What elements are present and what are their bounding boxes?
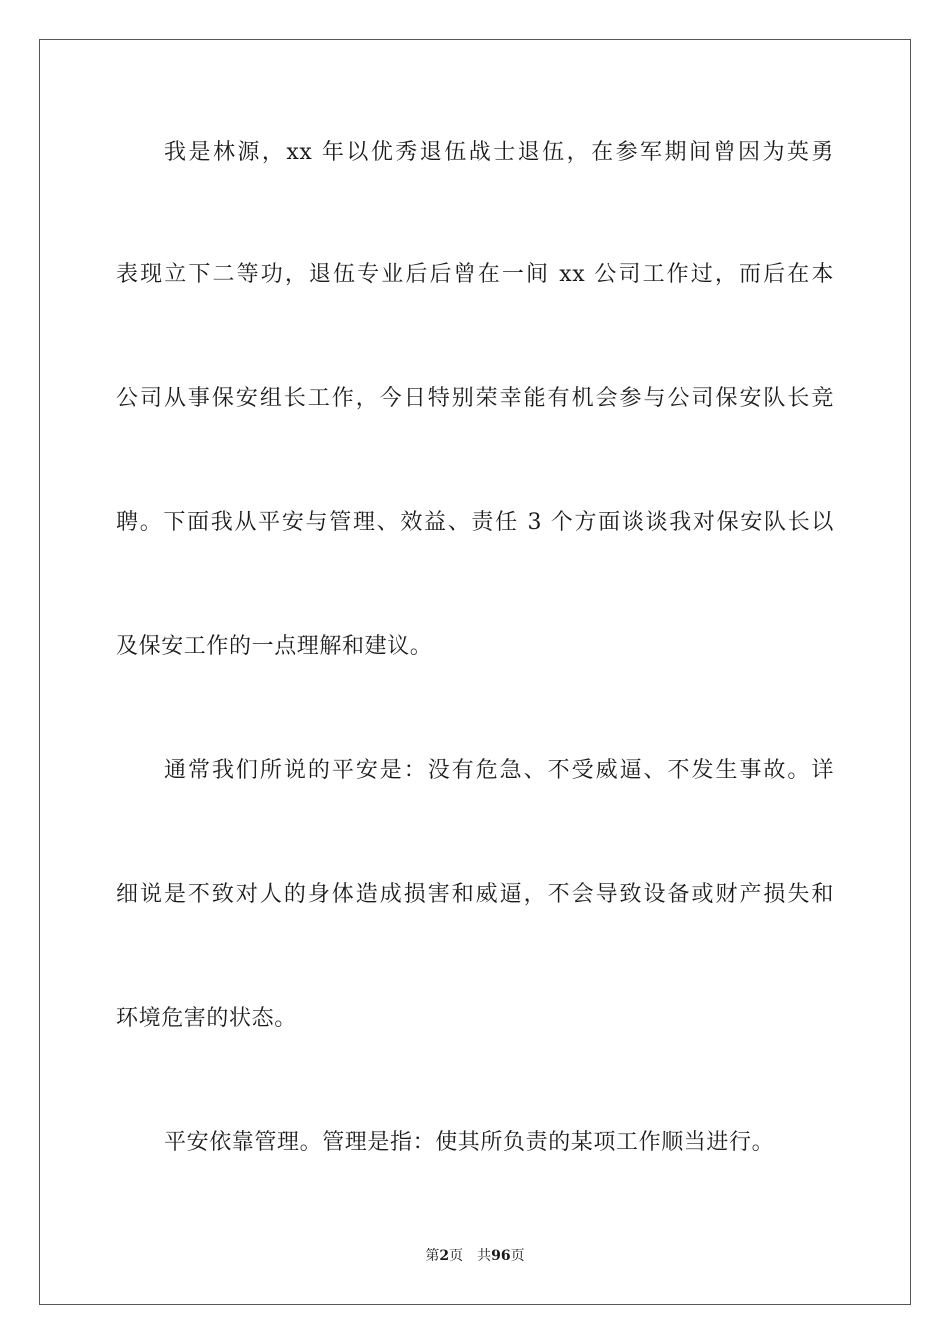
page-prefix: 第: [425, 1248, 440, 1264]
total-prefix: 共: [477, 1248, 492, 1264]
paragraph-1-line-4: 聘。下面我从平安与管理、效益、责任 3 个方面谈谈我对保安队长以: [116, 510, 834, 535]
page-footer: [0, 1246, 950, 1266]
paragraph-3-line-1: 平安依靠管理。管理是指：使其所负责的某项工作顺当进行。: [164, 1130, 775, 1155]
paragraph-2-line-2: 细说是不致对人的身体造成损害和威逼，不会导致设备或财产损失和: [116, 882, 834, 907]
total-suffix: 页: [510, 1248, 525, 1264]
paragraph-1-line-2: 表现立下二等功，退伍专业后后曾在一间 xx 公司工作过，而后在本: [116, 262, 834, 287]
paragraph-2-line-1: 通常我们所说的平安是：没有危急、不受威逼、不发生事故。详: [164, 758, 834, 783]
page-border: [39, 39, 911, 1305]
paragraph-1-line-3: 公司从事保安组长工作，今日特别荣幸能有机会参与公司保安队长竞: [116, 386, 834, 411]
paragraph-1-line-5: 及保安工作的一点理解和建议。: [116, 634, 433, 659]
paragraph-2-line-3: 环境危害的状态。: [116, 1006, 297, 1031]
page-suffix: 页: [449, 1248, 464, 1264]
paragraph-1-line-1: 我是林源，xx 年以优秀退伍战士退伍，在参军期间曾因为英勇: [164, 140, 834, 165]
total-pages: 96: [491, 1248, 511, 1264]
page-number: 2: [439, 1248, 450, 1264]
